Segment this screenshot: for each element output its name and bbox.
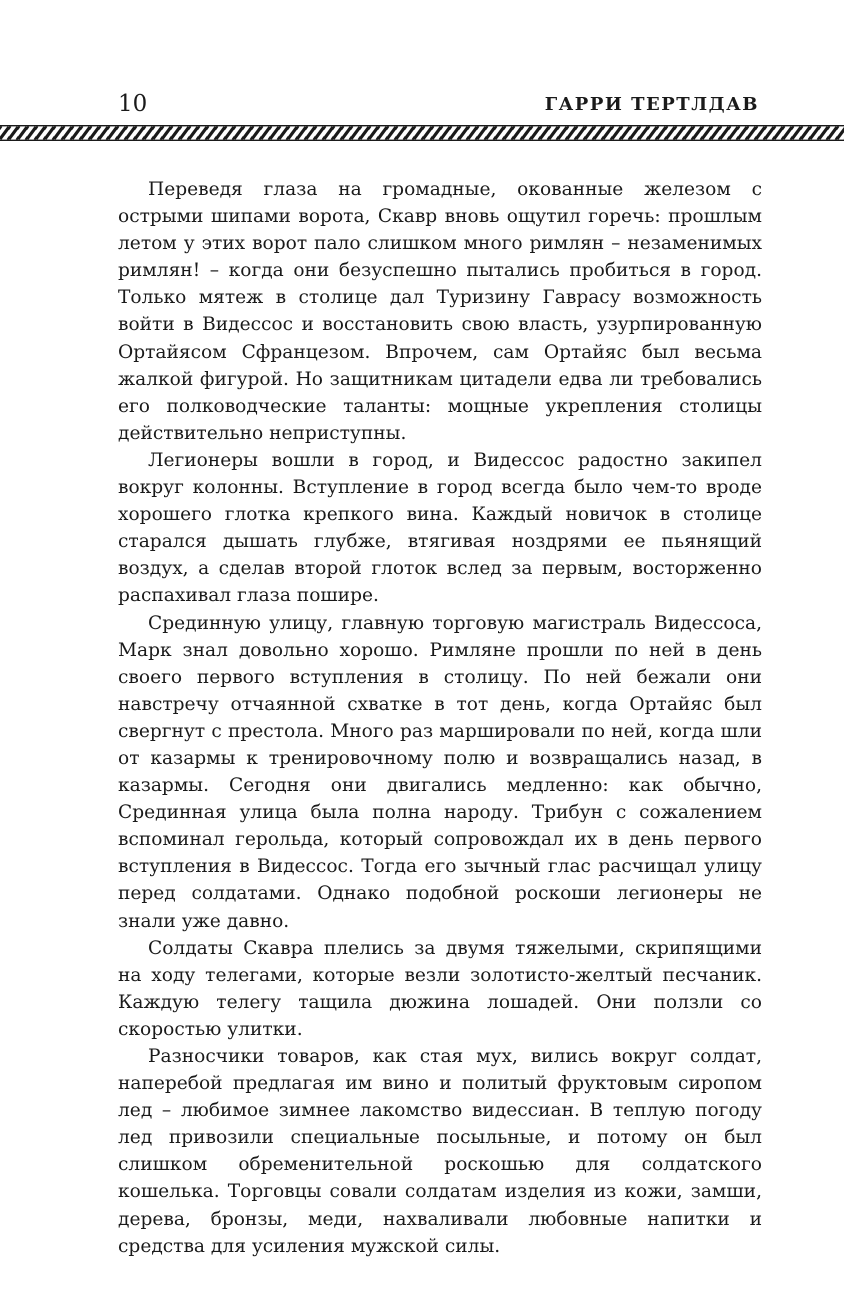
paragraph: Легионеры вошли в город, и Видессос радостно закипел вокруг колонны. Вступление в город всегда было чем-то вроде хорошего глотка крепкого вина. Каждый новичок в столице старался дышать глубже, втягивая ноздрями ее пьянящий воздух, а сделав второй глоток вслед за первым, восторженно распахивал глаза пошире.: [118, 449, 762, 607]
paragraph: Срединную улицу, главную торговую магистраль Видессоса, Марк знал довольно хорошо. Римляне прошли по ней в день своего первого вступления в столицу. По ней бежали они навстречу отчаянной схватке в тот день, когда Ортайяс был свергнут с престола. Много раз маршировали по ней, когда шли от казармы к тренировочному полю и возвращались назад, в казармы. Сегодня они двигались медленно: как обычно, Срединная улица была полна народу. Трибун с сожалением вспоминал герольда, который сопровождал их в день первого вступления в Видессос. Тогда его зычный глас расчищал улицу перед солдатами. Однако подобной роскоши легионеры не знали уже давно.: [118, 612, 762, 932]
running-head-author: ГАРРИ ТЕРТЛДАВ: [544, 94, 759, 115]
body-text: [118, 176, 762, 1260]
decorative-rope-border: [0, 124, 844, 142]
paragraph: Солдаты Скавра плелись за двумя тяжелыми, скрипящими на ходу телегами, которые везли золотисто-желтый песчаник. Каждую телегу тащила дюжина лошадей. Они ползли со скоростью улитки.: [118, 937, 762, 1040]
paragraph: Переведя глаза на громадные, окованные железом с острыми шипами ворота, Скавр вновь ощутил горечь: прошлым летом у этих ворот пало слишком много римлян – незаменимых римлян! – когда они безуспешно пытались пробиться в город. Только мятеж в столице дал Туризину Гаврасу возможность войти в Видессос и восстановить свою власть, узурпированную Ортайясом Сфранцезом. Впрочем, сам Ортайяс был весьма жалкой фигурой. Но защитникам цитадели едва ли требовались его полководческие таланты: мощные укрепления столицы действительно неприступны.: [118, 179, 762, 444]
page-number: 10: [118, 91, 148, 117]
paragraph: Разносчики товаров, как стая мух, вились вокруг солдат, наперебой предлагая им вино и политый фруктовым сиропом лед – любимое зимнее лакомство видессиан. В теплую погоду лед привозили специальные посыльные, и потому он был слишком обременительной роскошью для солдатского кошелька. Торговцы совали солдатам изделия из кожи, замши, дерева, бронзы, меди, нахваливали любовные напитки и средства для усиления мужской силы.: [118, 1046, 762, 1257]
